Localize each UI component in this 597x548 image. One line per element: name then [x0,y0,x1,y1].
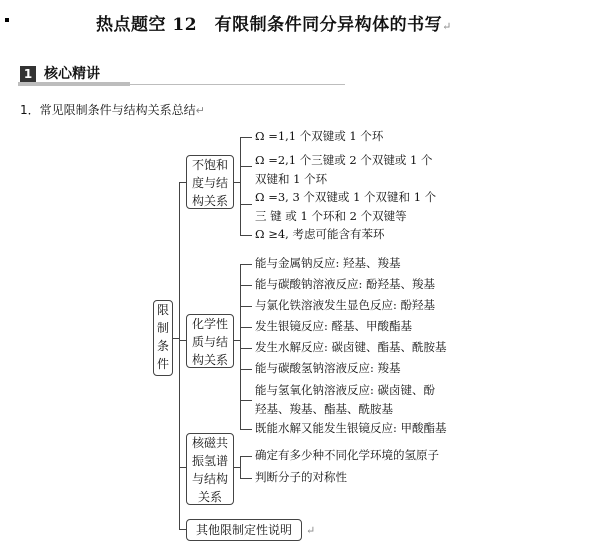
branch-line: 关系 [197,490,222,504]
subheading: 1．常见限制条件与结构关系总结↵ [20,103,205,117]
leaf-item: 与氯化铁溶液发生显色反应: 酚羟基 [255,298,436,312]
connector-line [240,327,252,328]
connector-line [240,137,241,235]
section-title: 核心精讲 [44,66,100,82]
leaf-item: 能与氢氧化钠溶液反应: 碳卤键、酚 羟基、羧基、酯基、酰胺基 [255,383,436,416]
root-box [153,300,173,376]
leaf-item: Ω =1,1 个双键或 1 个环 [255,129,384,143]
branch-line: 构关系 [191,194,228,208]
paragraph-mark: ↵ [195,104,205,117]
leaf-item: 发生银镜反应: 醛基、甲酸酯基 [255,319,413,333]
connector-line [240,285,252,286]
paragraph-mark: ↵ [306,524,316,537]
paragraph-mark: ↵ [442,20,452,33]
leaf-item: 确定有多少种不同化学环境的氢原子 [255,448,439,462]
branch-line: 不饱和 [191,158,228,172]
leaf-item: 能与碳酸氢钠溶液反应: 羧基 [255,361,401,375]
root-char: 件 [156,357,169,371]
root-char: 制 [156,321,169,335]
connector-line [240,137,252,138]
leaf-item: Ω =2,1 个三键或 2 个双键或 1 个 双键和 1 个环 [255,153,433,186]
leaf-item: 既能水解又能发生银镜反应: 甲酸酯基 [255,421,447,435]
leaf-item: Ω ≥4, 考虑可能含有苯环 [255,227,385,241]
branch-line: 质与结 [191,335,228,349]
leaf-item: 能与碳酸钠溶液反应: 酚羟基、羧基 [255,277,436,291]
root-char: 限 [156,303,169,317]
leaf-item: 能与金属钠反应: 羟基、羧基 [255,256,401,270]
branch-line: 振氢谱 [191,454,228,468]
root-char: 条 [156,339,169,353]
connector-line [179,467,186,468]
branch-box-other [186,519,302,541]
connector-line [240,429,252,430]
branch-line: 其他限制定性说明 [195,523,292,537]
branch-box-nmr [186,433,234,505]
connector-line [240,478,252,479]
bullet-mark [5,18,9,22]
connector-line [179,182,180,529]
connector-line [240,348,252,349]
branch-line: 度与结 [191,176,228,190]
connector-line [240,456,252,457]
section-underline-band [18,82,130,86]
branch-line: 化学性 [191,317,228,331]
leaf-item: Ω =3, 3 个双键或 1 个双键和 1 个 三 键 或 1 个环和 2 个双键等 [255,190,437,223]
connector-line [240,264,241,429]
connector-line [240,264,252,265]
branch-line: 构关系 [191,353,228,367]
connector-line [179,529,186,530]
branch-line: 与结构 [191,472,228,486]
branch-box-chemical-property [186,314,234,368]
connector-line [240,204,252,205]
connector-line [240,456,241,478]
connector-line [240,166,252,167]
connector-line [240,235,252,236]
branch-box-unsaturation [186,155,234,209]
connector-line [240,369,252,370]
leaf-item: 发生水解反应: 碳卤键、酯基、酰胺基 [255,340,447,354]
page-title: 热点题空 12 有限制条件同分异构体的书写↵ [96,15,452,35]
connector-line [179,340,186,341]
section-number-badge: 1 [20,66,36,82]
leaf-item: 判断分子的对称性 [255,470,347,484]
connector-line [179,182,186,183]
connector-line [240,306,252,307]
branch-line: 核磁共 [191,436,228,450]
section-rule [130,84,345,85]
connector-line [240,400,252,401]
